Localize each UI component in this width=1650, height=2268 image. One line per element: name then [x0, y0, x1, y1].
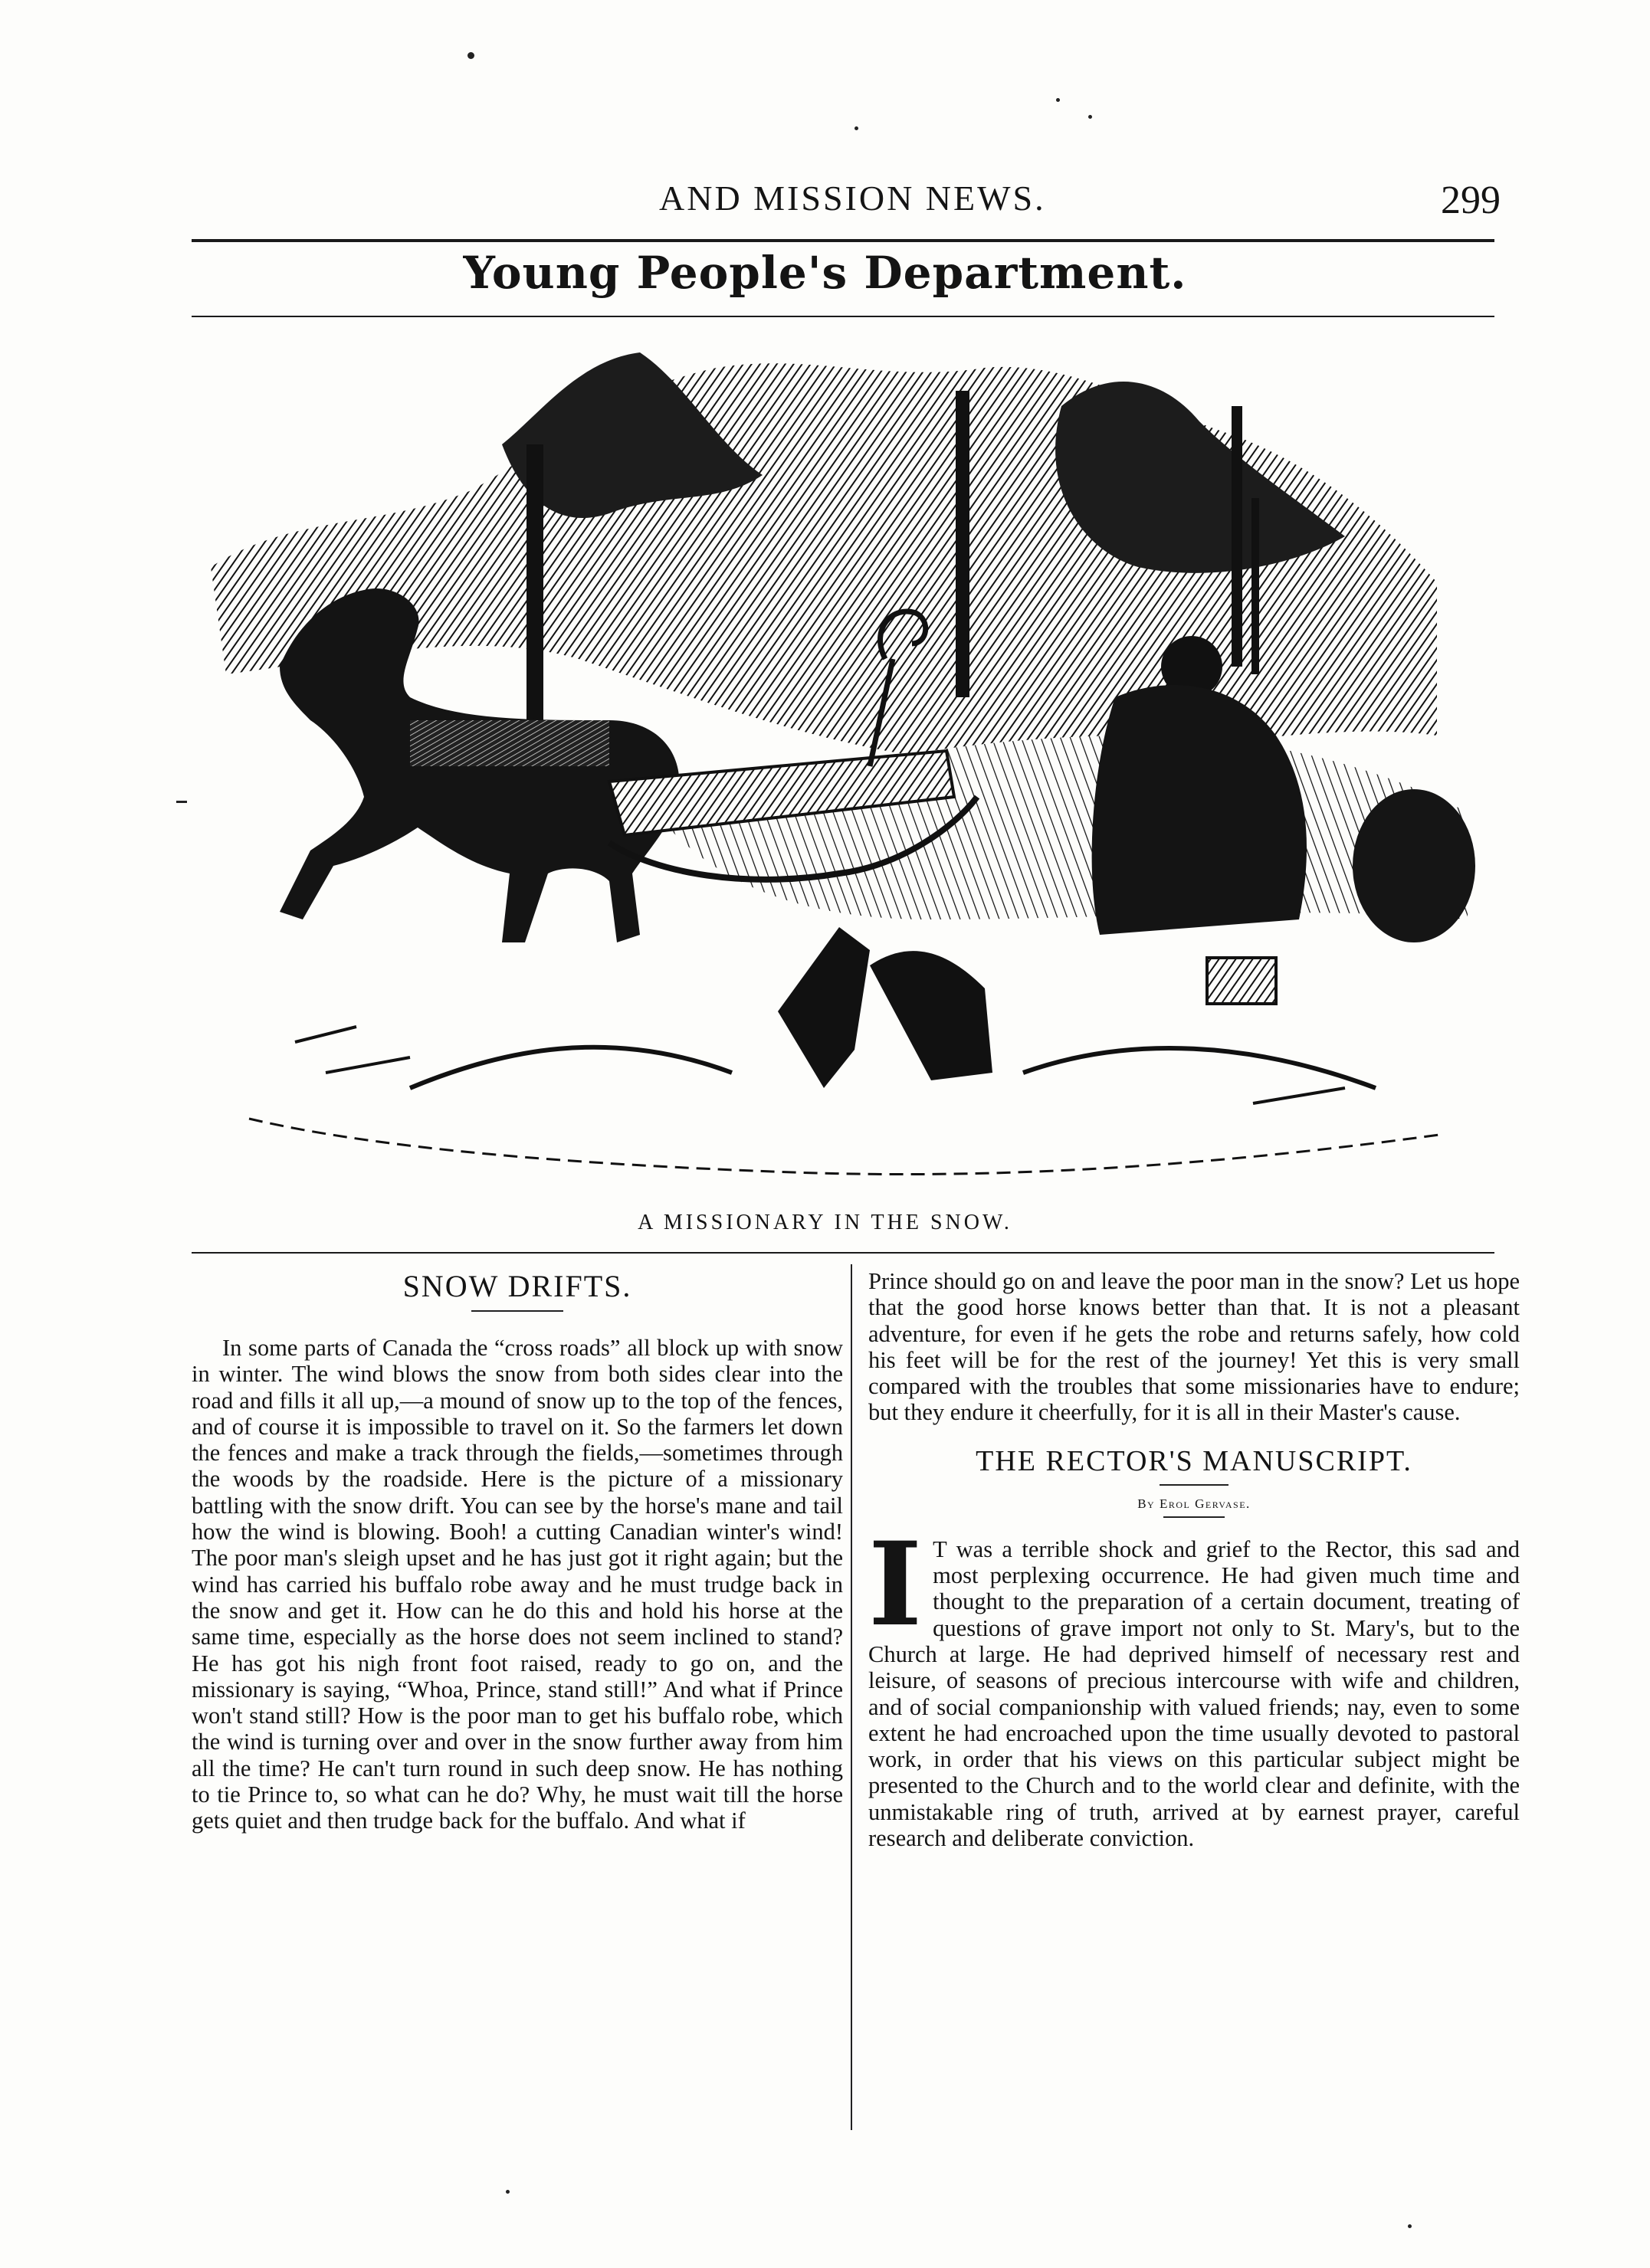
- title-rule: [471, 1310, 563, 1312]
- article-body-left: In some parts of Canada the “cross roads” all block up with snow in winter. The wind blows the snow from both sides clear into the road and fills it all up,—a mound of snow up to the top of the fences, and of course it is impossible to travel on it. So the farmers let down the fences and make a track through the fields,—sometimes through the woods by the roadside. Here is the picture of a missionary battling with the snow drift. You can see by the horse's mane and tail how the wind is blowing. Booh! a cutting Canadian winter's wind! The poor man's sleigh upset and he has just got it right again; but the wind has carried his buffalo robe away and he must trudge back in the snow and get it. How can he do this and hold his horse at the same time, especially as the horse does not seem inclined to stand? He has got his nigh front foot raised, ready to go on, and the missionary is saying, “Whoa, Prince, stand still!” And what if Prince won't stand still? How is the poor man to get his buffalo robe, which the wind is turning over and over in the snow further away from him all the time? He can't turn round in such deep snow. He has nothing to tie Prince to, so what can he do? Why, he must wait till the horse gets quiet and then trudge back for the buffalo. And what if: [192, 1335, 843, 1834]
- page-number: 299: [1441, 179, 1501, 222]
- article-title-snow-drifts: SNOW DRIFTS.: [402, 1269, 632, 1303]
- right-column: [868, 1268, 1520, 1851]
- left-column: [192, 1268, 843, 1834]
- rector-manuscript-body: [868, 1516, 1520, 1852]
- byline-rule: [1163, 1516, 1225, 1518]
- drop-cap: I: [868, 1516, 923, 1652]
- engraving-illustration: [180, 337, 1487, 1189]
- department-title: Young People's Department.: [463, 247, 1187, 299]
- illustration-caption: A MISSIONARY IN THE SNOW.: [638, 1211, 1012, 1234]
- column-divider: [851, 1264, 852, 2130]
- byline: By Erol Gervase.: [1137, 1496, 1251, 1511]
- title-rule: [1160, 1484, 1228, 1486]
- running-header: AND MISSION NEWS.: [659, 179, 1046, 218]
- article-title-rectors-manuscript: THE RECTOR'S MANUSCRIPT.: [976, 1444, 1412, 1477]
- department-rule: [192, 316, 1494, 317]
- article-body-right: Prince should go on and leave the poor man in the snow? Let us hope that the good horse knows better than that. It is not a pleasant adventure, for even if he gets the robe and returns safely, how cold his feet will be for the rest of the journey! Yet this is very small compared with the troubles that some missionaries have to endure; but they endure it cheerfully, for it is all in their Master's cause.: [868, 1268, 1520, 1426]
- header-rule: [192, 239, 1494, 242]
- caption-rule: [192, 1252, 1494, 1254]
- rector-manuscript-text: T was a terrible shock and grief to the Rector, this sad and most perplexing occurrence. He had given much time and thought to the preparation of a certain document, treating of questions of grave import not only to St. Mary's, but to the Church at large. He had deprived himself of necessary rest and leisure, of seasons of precious intercourse with wife and children, and of social companionship with valued friends; nay, even to some extent he had encroached upon the time usually devoted to pastoral work, in order that his views on this particular subject might be presented to the Church and to the world clear and definite, with the unmistakable ring of truth, arrived at by earnest prayer, careful research and deliberate conviction.: [868, 1535, 1520, 1852]
